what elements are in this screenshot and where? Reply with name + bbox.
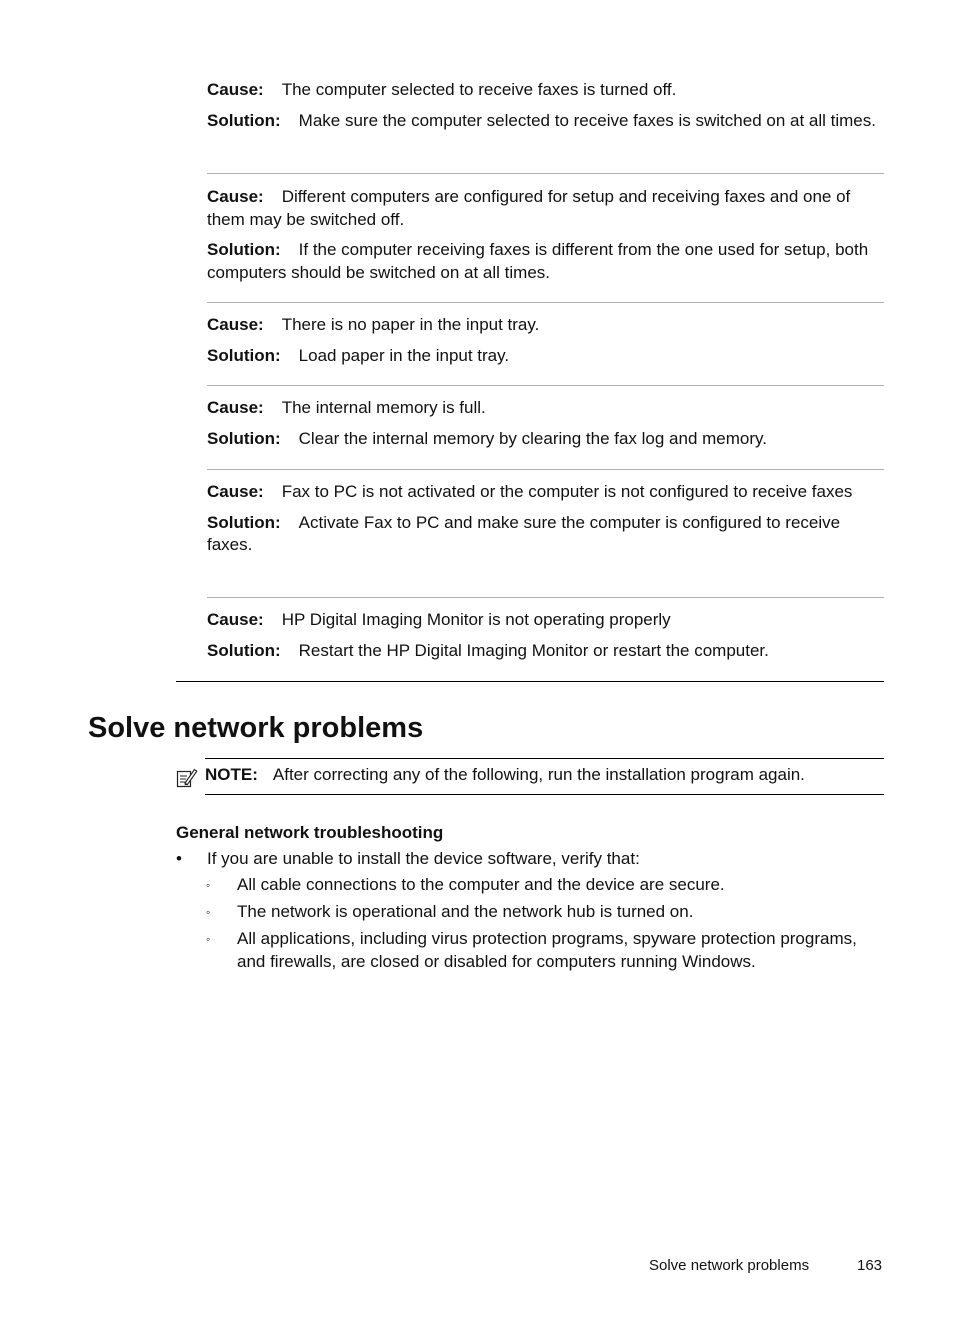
sub-bullet-marker: ◦ [206, 878, 211, 892]
cause-solution-5 [207, 481, 884, 557]
solution-label: Solution: [207, 110, 281, 130]
cause-label: Cause: [207, 80, 264, 99]
cause-line [207, 314, 884, 337]
cause-text: Different computers are configured for setup and receiving faxes and one of them may be switched off. [207, 187, 851, 229]
sub-bullet-marker: ◦ [206, 905, 211, 919]
solution-line [207, 239, 884, 284]
sub-list-item: All applications, including virus protection programs, spyware protection programs, and firewalls, are closed or disabled for computers running Windows. [237, 929, 857, 971]
cause-label: Cause: [207, 610, 264, 629]
list-item: If you are unable to install the device software, verify that: [207, 849, 640, 868]
divider [207, 173, 884, 174]
cause-line [207, 186, 884, 231]
page-number: 163 [857, 1257, 883, 1274]
divider [207, 385, 884, 386]
cause-solution-1 [207, 79, 884, 132]
cause-line [207, 481, 884, 504]
note-pencil-icon [176, 766, 198, 788]
solution-line [207, 345, 884, 368]
note-label: NOTE: [205, 765, 258, 784]
bullet-marker: • [176, 849, 182, 868]
solution-text: Load paper in the input tray. [298, 345, 510, 365]
cause-solution-6 [207, 609, 884, 662]
solution-line [207, 428, 884, 451]
cause-text: The internal memory is full. [281, 398, 486, 417]
cause-text: The computer selected to receive faxes is turned off. [281, 80, 677, 99]
cause-solution-4 [207, 397, 884, 450]
solution-label: Solution: [207, 428, 281, 448]
solution-label: Solution: [207, 240, 281, 259]
cause-solution-2 [207, 186, 884, 284]
cause-line [207, 397, 884, 420]
solution-text: Make sure the computer selected to receive faxes is switched on at all times. [298, 110, 876, 130]
cause-label: Cause: [207, 398, 264, 417]
note-top-rule [205, 758, 884, 759]
cause-solution-3 [207, 314, 884, 367]
solution-text: If the computer receiving faxes is different from the one used for setup, both computers should be switched on at all times. [207, 240, 869, 282]
cause-text: HP Digital Imaging Monitor is not operating properly [281, 610, 671, 629]
divider [207, 302, 884, 303]
divider [207, 597, 884, 598]
sub-list-item: The network is operational and the network hub is turned on. [237, 902, 694, 921]
cause-label: Cause: [207, 482, 264, 501]
cause-label: Cause: [207, 187, 264, 206]
section-end-rule [176, 681, 884, 682]
solution-line [207, 640, 884, 663]
solution-line [207, 110, 884, 133]
note-text: After correcting any of the following, run the installation program again. [272, 765, 805, 784]
solution-label: Solution: [207, 640, 281, 660]
solution-text: Restart the HP Digital Imaging Monitor or restart the computer. [298, 640, 769, 660]
note-line [205, 764, 805, 786]
cause-text: Fax to PC is not activated or the computer is not configured to receive faxes [281, 482, 853, 501]
footer-section-title: Solve network problems [649, 1257, 810, 1274]
solution-text: Clear the internal memory by clearing the fax log and memory. [298, 428, 767, 448]
cause-label: Cause: [207, 315, 264, 334]
solution-text: Activate Fax to PC and make sure the computer is configured to receive faxes. [207, 512, 841, 554]
solution-line [207, 512, 884, 557]
note-bottom-rule [205, 794, 884, 795]
subheading: General network troubleshooting [176, 823, 444, 842]
cause-line [207, 79, 884, 102]
sub-list-item: All cable connections to the computer and the device are secure. [237, 875, 725, 894]
divider [207, 469, 884, 470]
solution-label: Solution: [207, 345, 281, 365]
solution-label: Solution: [207, 512, 281, 532]
section-heading: Solve network problems [88, 712, 424, 744]
sub-bullet-marker: ◦ [206, 932, 211, 946]
cause-text: There is no paper in the input tray. [281, 315, 540, 334]
cause-line [207, 609, 884, 632]
